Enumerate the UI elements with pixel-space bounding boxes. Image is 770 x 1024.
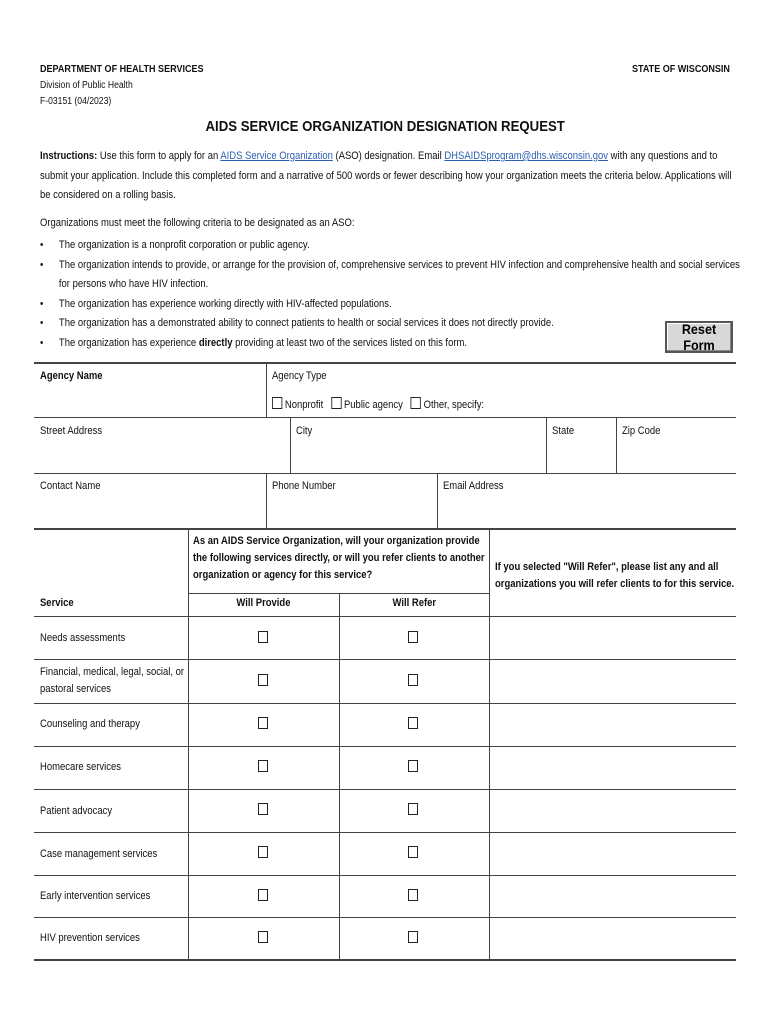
nonprofit-checkbox[interactable]: [272, 397, 282, 409]
divider: [546, 418, 547, 474]
divider: [34, 417, 736, 418]
will-refer-checkbox[interactable]: [408, 803, 418, 815]
services-question: As an AIDS Service Organization, will your organization provide the following services directly, or will you refer clients to another organization or agency for this service?: [193, 535, 485, 581]
state-label: State: [552, 425, 575, 437]
instructions-label: Instructions:: [40, 150, 98, 162]
divider: [34, 875, 736, 876]
agency-type-options: Nonprofit Public agency Other, specify:: [272, 397, 484, 411]
will-refer-checkbox[interactable]: [408, 846, 418, 858]
state-name: STATE OF WISCONSIN: [632, 63, 730, 75]
divider: [266, 474, 267, 529]
will-refer-checkbox[interactable]: [408, 717, 418, 729]
agency-type-label: Agency Type: [272, 370, 327, 382]
criteria-list: [40, 236, 740, 353]
table-border: [34, 959, 736, 961]
divider: [34, 659, 736, 660]
agency-name-label: Agency Name: [40, 370, 103, 382]
instructions: Instructions: Use this form to apply for an AIDS Service Organization (ASO) designation. Email DHSAIDSprogram@dhs.wisconsin.gov with any questions and to submit your application. Include this completed form and a narrative of 500 words or fewer describing how your organization meets the criteria below. Applications will be considered on a rolling basis.: [40, 150, 732, 201]
service-name: Financial, medical, legal, social, or pastoral services: [40, 666, 185, 695]
table-border: [34, 528, 736, 530]
column-header-will-provide: Will Provide: [236, 597, 291, 609]
aso-link[interactable]: AIDS Service Organization: [220, 150, 333, 162]
will-provide-checkbox[interactable]: [258, 631, 268, 643]
will-refer-checkbox[interactable]: [408, 674, 418, 686]
divider: [437, 474, 438, 529]
column-header-service: Service: [40, 597, 74, 609]
city-label: City: [296, 425, 313, 437]
list-item: • The organization has experience directly providing at least two of the services listed on this form.: [40, 334, 740, 354]
public-agency-checkbox[interactable]: [331, 397, 341, 409]
will-provide-checkbox[interactable]: [258, 803, 268, 815]
divider: [34, 473, 736, 474]
contact-name-label: Contact Name: [40, 480, 101, 492]
will-provide-checkbox[interactable]: [258, 674, 268, 686]
divider: [188, 593, 489, 594]
service-name: Counseling and therapy: [40, 718, 140, 730]
service-name: Case management services: [40, 848, 158, 860]
will-provide-checkbox[interactable]: [258, 760, 268, 772]
service-name: Patient advocacy: [40, 805, 113, 817]
divider: [34, 917, 736, 918]
service-name: Homecare services: [40, 761, 121, 773]
service-name: Needs assessments: [40, 632, 126, 644]
will-refer-checkbox[interactable]: [408, 889, 418, 901]
other-checkbox[interactable]: [411, 397, 421, 409]
divider: [266, 363, 267, 417]
division-name: Division of Public Health: [40, 80, 133, 91]
street-address-label: Street Address: [40, 425, 103, 437]
email-address-label: Email Address: [443, 480, 504, 492]
will-provide-checkbox[interactable]: [258, 717, 268, 729]
divider: [489, 530, 490, 960]
list-item: • The organization has experience working directly with HIV-affected populations.: [40, 295, 740, 315]
will-provide-checkbox[interactable]: [258, 846, 268, 858]
reset-form-button[interactable]: Reset Form: [665, 321, 733, 353]
divider: [339, 593, 340, 960]
phone-number-label: Phone Number: [272, 480, 336, 492]
department-name: DEPARTMENT OF HEALTH SERVICES: [40, 63, 204, 75]
form-number: F-03151 (04/2023): [40, 96, 112, 107]
divider: [34, 789, 736, 790]
list-item: • The organization has a demonstrated ability to connect patients to health or social services it does not directly provide.: [40, 314, 740, 334]
divider: [34, 746, 736, 747]
table-border: [34, 362, 736, 364]
criteria-intro: Organizations must meet the following criteria to be designated as an ASO:: [40, 217, 355, 229]
page-title: AIDS SERVICE ORGANIZATION DESIGNATION REQUEST: [205, 118, 565, 135]
divider: [290, 418, 291, 474]
divider: [188, 530, 189, 960]
list-item: • The organization intends to provide, or arrange for the provision of, comprehensive services to prevent HIV infection and comprehensive health and social services for persons who have HIV infection.: [40, 256, 740, 295]
refer-note: If you selected "Will Refer", please list any and all organizations you will refer clients to for this service.: [495, 561, 735, 590]
divider: [34, 616, 736, 617]
list-item: • The organization is a nonprofit corporation or public agency.: [40, 236, 740, 256]
will-provide-checkbox[interactable]: [258, 889, 268, 901]
divider: [34, 832, 736, 833]
email-link[interactable]: DHSAIDSprogram@dhs.wisconsin.gov: [444, 150, 609, 162]
zip-code-label: Zip Code: [622, 425, 661, 437]
column-header-will-refer: Will Refer: [392, 597, 436, 609]
divider: [34, 703, 736, 704]
will-provide-checkbox[interactable]: [258, 931, 268, 943]
divider: [616, 418, 617, 474]
will-refer-checkbox[interactable]: [408, 760, 418, 772]
will-refer-checkbox[interactable]: [408, 631, 418, 643]
will-refer-checkbox[interactable]: [408, 931, 418, 943]
service-name: HIV prevention services: [40, 932, 140, 944]
service-name: Early intervention services: [40, 890, 151, 902]
